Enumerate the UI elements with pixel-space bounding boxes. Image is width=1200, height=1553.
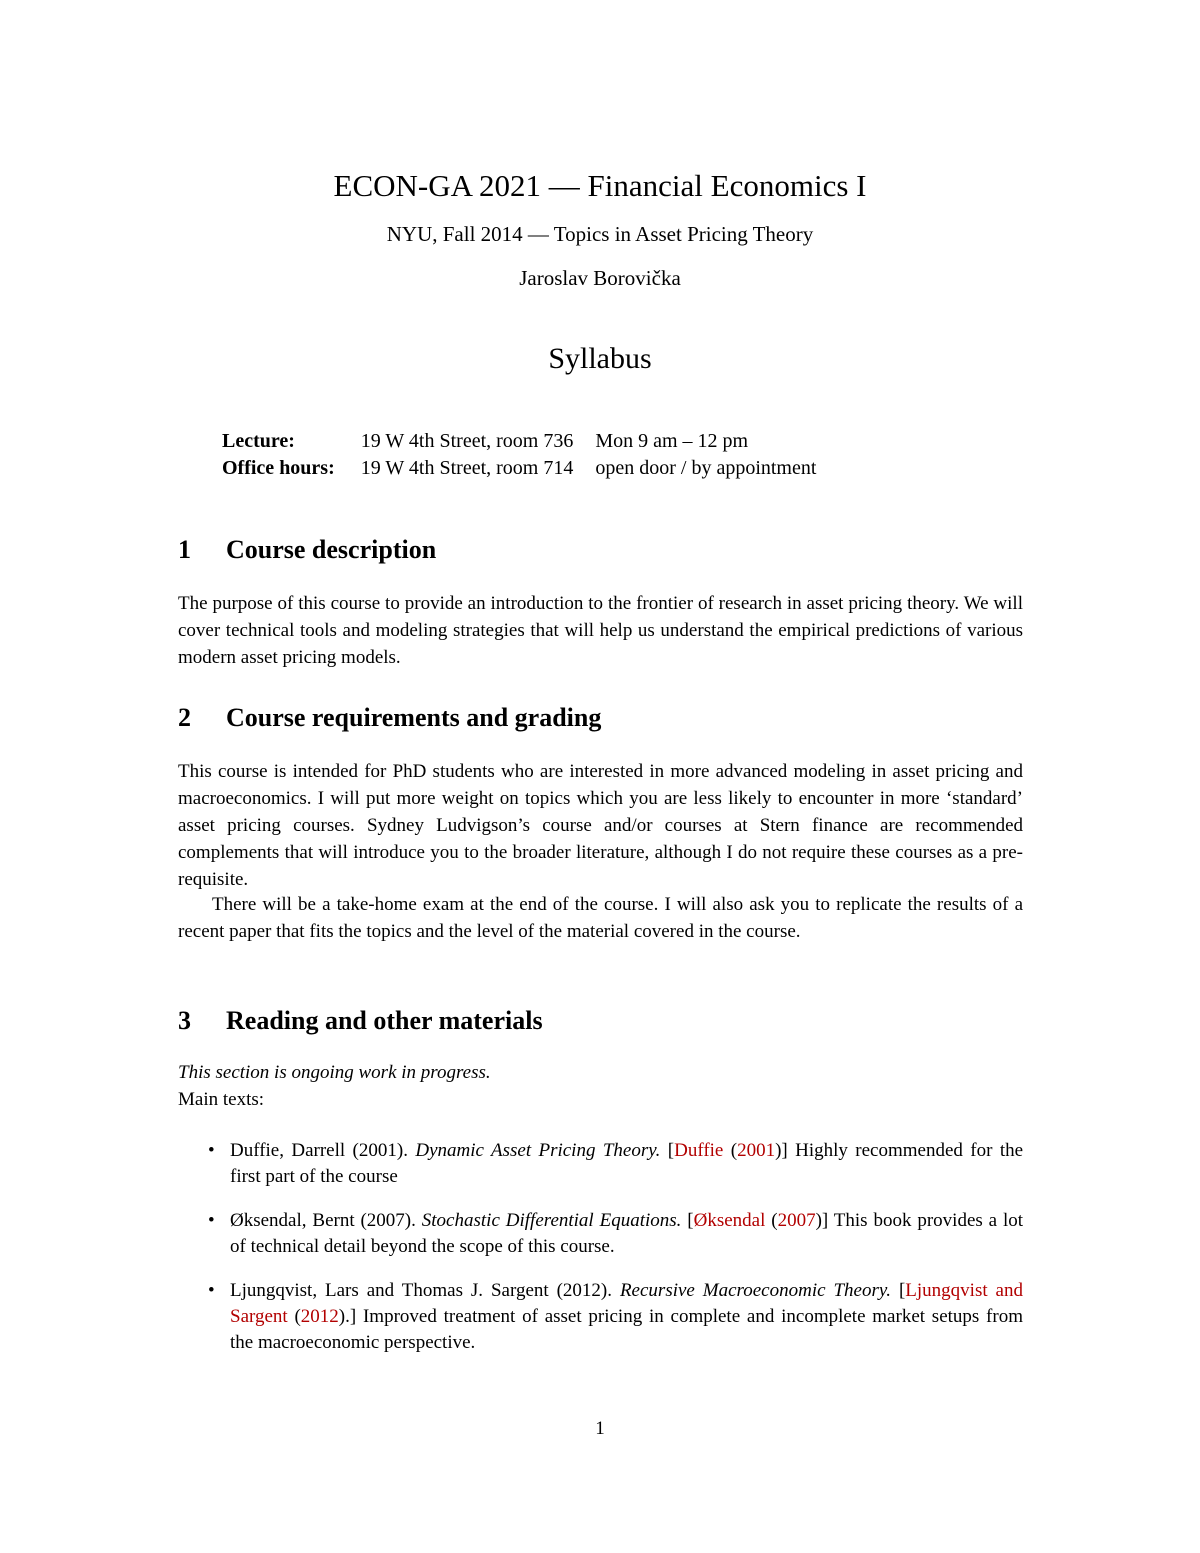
citation-year-link[interactable]: 2012 xyxy=(300,1306,339,1327)
schedule-time: Mon 9 am – 12 pm xyxy=(595,430,749,452)
section-heading-reading xyxy=(178,1006,543,1036)
schedule-location: 19 W 4th Street, room 714 xyxy=(360,457,574,479)
ref-comment: Highly recommended for the first part of the course xyxy=(230,1140,1024,1187)
section-number: 3 xyxy=(178,1006,191,1035)
ref-author: Ljungqvist, Lars and Thomas J. Sargent (2012). xyxy=(230,1280,613,1301)
course-title: ECON-GA 2021 — Financial Economics I xyxy=(333,168,867,203)
reading-note xyxy=(178,1059,1023,1113)
bullet-icon: • xyxy=(208,1280,215,1301)
section-number: 1 xyxy=(178,535,191,564)
section-heading-course-description xyxy=(178,535,436,565)
citation-link[interactable]: Ljungqvist and Sargent xyxy=(230,1280,1023,1327)
ref-comment: This book provides a lot of technical detail beyond the scope of this course. xyxy=(230,1210,1024,1257)
section-heading-requirements xyxy=(178,703,601,733)
section-title: Course description xyxy=(226,535,437,564)
schedule-row-lecture xyxy=(222,428,838,455)
main-texts-label: Main texts: xyxy=(178,1089,265,1110)
schedule-table xyxy=(222,428,838,482)
schedule-label: Lecture: xyxy=(222,430,295,452)
section-title: Course requirements and grading xyxy=(226,703,602,732)
ref-bracket: [ xyxy=(687,1210,694,1231)
schedule-label: Office hours: xyxy=(222,457,335,479)
requirements-paragraph-1: This course is intended for PhD students who are interested in more advanced modeling in asset pricing and macroeconomics. I will put more weight on topics which you are less likely to encounter in more ‘standard’ asset pricing courses. Sydney Ludvigson’s course and/or courses at Stern finance are recommended complements that will introduce you to the broader literature, although I do not require these courses as a pre-requisite. xyxy=(178,761,1023,890)
ref-bracket: ( xyxy=(765,1210,778,1231)
course-description-paragraph: The purpose of this course to provide an introduction to the frontier of research in asset pricing theory. We will cover technical tools and modeling strategies that will help us understand the empirical predictions of various modern asset pricing models. xyxy=(178,593,1023,668)
section-title: Reading and other materials xyxy=(226,1006,543,1035)
section-number: 2 xyxy=(178,703,191,732)
ref-author: Duffie, Darrell (2001). xyxy=(230,1140,408,1161)
ref-author: Øksendal, Bernt (2007). xyxy=(230,1210,416,1231)
ref-bracket: )] xyxy=(815,1210,829,1231)
ref-comment: Improved treatment of asset pricing in complete and incomplete market setups from the macroeconomic perspective. xyxy=(230,1306,1023,1353)
work-in-progress-note: This section is ongoing work in progress. xyxy=(178,1062,491,1083)
citation-year-link[interactable]: 2001 xyxy=(737,1140,776,1161)
ref-book-title: Recursive Macroeconomic Theory. xyxy=(619,1280,892,1301)
citation-link[interactable]: Øksendal xyxy=(693,1210,766,1231)
schedule-time: open door / by appointment xyxy=(595,457,817,479)
ref-bracket: ).] xyxy=(338,1306,357,1327)
author-name: Jaroslav Borovička xyxy=(519,266,681,290)
requirements-paragraph-2: There will be a take-home exam at the end of the course. I will also ask you to replicate the results of a recent paper that fits the topics and the level of the material covered in the course. xyxy=(178,894,1023,942)
page-number: 1 xyxy=(595,1418,605,1439)
bullet-icon: • xyxy=(208,1210,215,1231)
citation-link[interactable]: Duffie xyxy=(674,1140,724,1161)
ref-bracket: [ xyxy=(898,1280,906,1301)
list-item xyxy=(178,1208,1023,1260)
ref-bracket: [ xyxy=(667,1140,675,1161)
schedule-location: 19 W 4th Street, room 736 xyxy=(360,430,574,452)
ref-bracket: ( xyxy=(723,1140,738,1161)
reference-list xyxy=(178,1138,1023,1374)
course-subtitle: NYU, Fall 2014 — Topics in Asset Pricing Theory xyxy=(386,222,814,246)
list-item xyxy=(178,1138,1023,1190)
document-title: Syllabus xyxy=(548,342,652,375)
ref-bracket: )] xyxy=(775,1140,788,1161)
bullet-icon: • xyxy=(208,1140,215,1161)
ref-book-title: Stochastic Differential Equations. xyxy=(421,1210,682,1231)
ref-bracket: ( xyxy=(287,1306,301,1327)
ref-book-title: Dynamic Asset Pricing Theory. xyxy=(415,1140,661,1161)
citation-year-link[interactable]: 2007 xyxy=(777,1210,816,1231)
list-item xyxy=(178,1278,1023,1356)
schedule-row-office-hours xyxy=(222,455,838,482)
